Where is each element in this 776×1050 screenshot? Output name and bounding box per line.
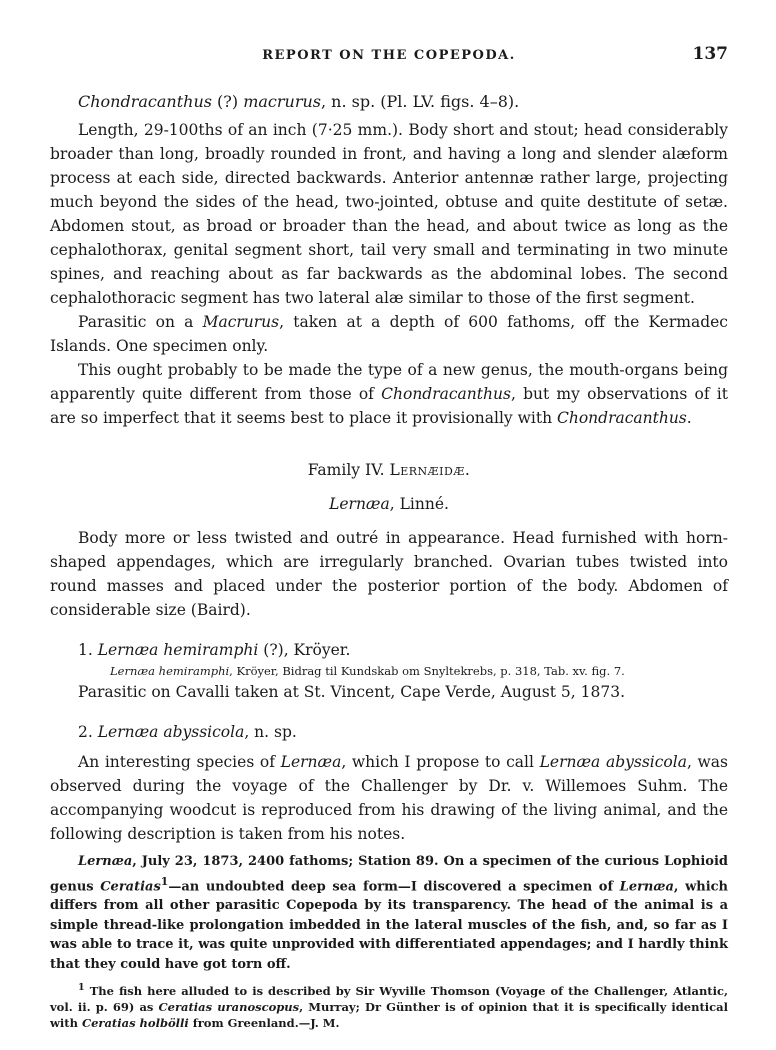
genus-description: Body more or less twisted and outré in appearance. Head furnished with horn-shaped appendages, which are irregularly branched. Ovarian tubes twisted into round masses and placed under the posterior portion of the body. Abdomen of considerable size (Baird). <box>50 529 728 619</box>
description-paragraph: Length, 29-100ths of an inch (7·25 mm.). Body short and stout; head considerably broader than long, broadly rounded in front, and having a long and slender alæform process at each side, directed backwards. Anterior antennæ rather large, projecting much beyond the sides of the head, two-jointed, obtuse and quite destitute of setæ. Abdomen stout, as broad or broader than the head, and about twice as long as the cephalothorax, genital segment short, tail very small and terminating in two minute spines, and reaching about as far backwards as the abdominal lobes. The second cephalothoracic segment has two lateral alæ similar to those of the first segment. <box>50 121 728 307</box>
page <box>50 40 728 1031</box>
reference-citation: Lernæa hemiramphi, Kröyer, Bidrag til Kundskab om Snyltekrebs, p. 318, Tab. xv. fig. 7. <box>110 664 625 678</box>
hemiramphi-locality: Parasitic on Cavalli taken at St. Vincent, Cape Verde, August 5, 1873. <box>78 683 625 701</box>
family-heading: Family IV. Lernæidæ. <box>307 461 471 479</box>
species-heading-chondracanthus: Chondracanthus (?) macrurus, n. sp. (Pl. LV. figs. 4–8). <box>78 92 520 111</box>
parasitic-paragraph: Parasitic on a Macrurus, taken at a depth of 600 fathoms, off the Kermadec Islands. One specimen only. <box>50 313 728 355</box>
genus-heading: Lernæa, Linné. <box>329 495 449 513</box>
footnote: $^1$ The fish here alluded to is described by Sir Wyville Thomson (Voyage of the Challenger, Atlantic, vol. ii. p. 69) as Ceratias uranoscopus, Murray; Dr Günther is of opinion that it is specifically identical with Ceratias holbölli from Greenland.—J. M. <box>50 982 728 1031</box>
running-head: REPORT ON THE COPEPODA. <box>262 48 516 63</box>
abyssicola-notes: Lernæa, July 23, 1873, 2400 fathoms; Station 89. On a specimen of the curious Lophioid genus Ceratias$^1$—an undoubted deep sea form—I discovered a specimen of Lernæa, which differs from all other parasitic Copepoda by its transparency. The head of the animal is a simple thread-like prolongation imbedded in the lateral muscles of the fish, and, so far as I was able to trace it, was quite unprovided with differentiated appendages; and I hardly think that they could have got torn off. <box>50 854 729 972</box>
remarks-paragraph: This ought probably to be made the type of a new genus, the mouth-organs being apparently quite different from those of Chondracanthus, but my observations of it are so imperfect that it seems best to place it provisionally with Chondracanthus. <box>50 361 728 427</box>
page-header <box>50 40 728 70</box>
abyssicola-intro: An interesting species of Lernæa, which I propose to call Lernæa abyssicola, was observed during the voyage of the Challenger by Dr. v. Willemoes Suhm. The accompanying woodcut is reproduced from his drawing of the living animal, and the following description is taken from his notes. <box>50 753 728 843</box>
species-heading-hemiramphi: 1. Lernæa hemiramphi (?), Kröyer. <box>78 641 351 659</box>
species-heading-abyssicola: 2. Lernæa abyssicola, n. sp. <box>78 723 297 741</box>
page-number: 137 <box>692 44 728 64</box>
